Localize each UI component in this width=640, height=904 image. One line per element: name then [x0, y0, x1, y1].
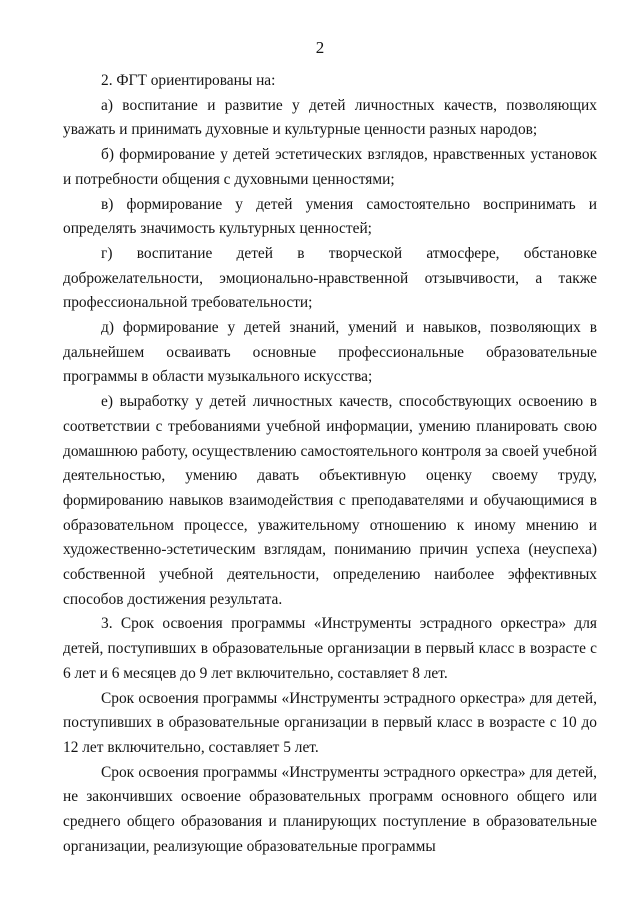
paragraph-item-g: г) воспитание детей в творческой атмосфере, обстановке доброжелательности, эмоционально-нравственной отзывчивости, а также профессиональной требовательности;	[63, 244, 597, 312]
paragraph-item-v: в) формирование у детей умения самостоятельно воспринимать и определять значимость культурных ценностей;	[63, 195, 597, 238]
document-body	[63, 69, 597, 860]
page-number: 2	[315, 38, 325, 57]
paragraph-term-5-years: Срок освоения программы «Инструменты эстрадного оркестра» для детей, поступивших в образовательные организации в первый класс в возрасте с 10 до 12 лет включительно, составляет 5 лет.	[63, 689, 597, 756]
paragraph-term-incomplete-education: Срок освоения программы «Инструменты эстрадного оркестра» для детей, не закончивших освоение образовательных программ основного общего или среднего общего образования и планирующих поступление в образовательные организации, реализующие образовательные программы	[63, 763, 597, 855]
paragraph-section-2-heading: 2. ФГТ ориентированы на:	[101, 72, 276, 89]
paragraph-item-b: б) формирование у детей эстетических взглядов, нравственных установок и потребности общения с духовными ценностями;	[63, 146, 597, 188]
paragraph-item-d: д) формирование у детей знаний, умений и навыков, позволяющих в дальнейшем осваивать основные профессиональные образовательные программы в области музыкального искусства;	[63, 319, 597, 386]
paragraph-section-3: 3. Срок освоения программы «Инструменты эстрадного оркестра» для детей, поступивших в образовательные организации в первый класс в возрасте с 6 лет и 6 месяцев до 9 лет включительно, составляет 8 лет.	[63, 615, 597, 682]
paragraph-item-e: е) выработку у детей личностных качеств, способствующих освоению в соответствии с требованиями учебной информации, умению планировать свою домашнюю работу, осуществлению самостоятельного контроля за своей учебной деятельностью, умению давать объективную оценку своему труду, формированию навыков взаимодействия с преподавателями и обучающимися в образовательном процессе, уважительному отношению к иному мнению и художественно-эстетическим взглядам, пониманию причин успеха (неуспеха) собственной учебной деятельности, определению наиболее эффективных способов достижения результата.	[63, 393, 597, 608]
paragraph-item-a: а) воспитание и развитие у детей личностных качеств, позволяющих уважать и принимать духовные и культурные ценности разных народов;	[63, 96, 597, 139]
